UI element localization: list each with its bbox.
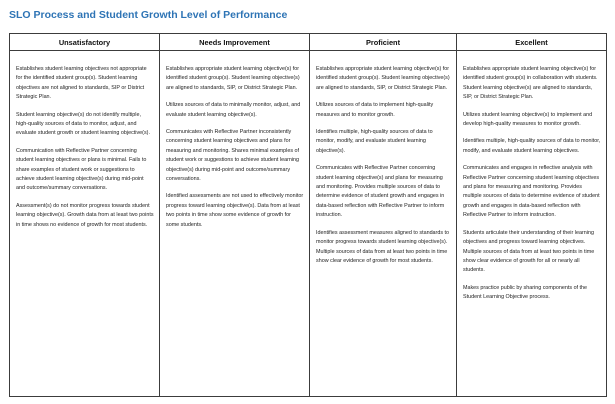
performance-rubric-table — [9, 33, 607, 397]
descriptor-paragraph: Utilizes student learning objective(s) to implement and develop high-quality measures to monitor growth. — [463, 111, 593, 128]
descriptor-paragraph: Communicates with Reflective Partner concerning student learning objective(s) and plans for measuring and monitoring. Provides multiple sources of data to determine evidence of student growth and engages in data-based reflection with Reflective Partner to inform instruction. — [316, 165, 445, 219]
column-header-excellent: Excellent — [457, 34, 607, 51]
column-header-needs-improvement: Needs Improvement — [160, 34, 310, 51]
descriptor-paragraph: Establishes appropriate student learning objective(s) for identified student group(s). Student learning objective(s) are aligned to standards, SIP, or District Strategic Plan. — [316, 66, 450, 91]
descriptor-paragraph: Identifies multiple, high-quality sources of data to monitor, modify, and evaluate student learning objective(s). — [316, 129, 433, 154]
descriptor-paragraph: Establishes appropriate student learning objective(s) for identified student group(s). Student learning objective(s) are aligned to standards, SIP, or District Strategic Plan. — [166, 66, 300, 91]
cell-excellent — [457, 51, 607, 397]
descriptor-paragraph: Communicates and engages in reflective analysis with Reflective Partner concerning student learning objectives and plans for measuring and monitoring. Provides multiple sources of data to determine evidence of student growth and engages in data-based reflection with Reflective Partner to inform instruction. — [463, 165, 600, 219]
cell-unsatisfactory — [10, 51, 160, 397]
descriptor-paragraph: Establishes appropriate student learning objective(s) for identified student group(s) in collaboration with students. Student learning objective(s) are aligned to standards, SIP, or District Strategic Plan. — [463, 66, 598, 101]
column-header-proficient: Proficient — [310, 34, 457, 51]
descriptor-paragraph: Students articulate their understanding of their learning objectives and progress toward learning objectives. Multiple sources of data from at least two points in time show clear evidence of growth for all or nearly all students. — [463, 229, 595, 274]
page-title: SLO Process and Student Growth Level of Performance — [9, 9, 288, 21]
cell-needs-improvement — [160, 51, 310, 397]
descriptor-paragraph: Identifies assessment measures aligned to standards to monitor progress towards student learning objective(s). Multiple sources of data from at least two points in time show clear evidence of growth for most students. — [316, 229, 450, 264]
cell-proficient — [310, 51, 457, 397]
descriptor-paragraph: Establishes student learning objectives not appropriate for the identified student group(s). Student learning objectives are not aligned to standards, SIP or District Strategic Plan. — [16, 66, 147, 101]
descriptor-paragraph: Identified assessments are not used to effectively monitor progress toward learning objective(s). Data from at least two points in time show some evidence of growth for some students. — [166, 193, 304, 228]
descriptor-paragraph: Student learning objective(s) do not identify multiple, high-quality sources of data to monitor, adjust, and evaluate student growth or student learning objective(s). — [16, 111, 150, 137]
descriptor-paragraph: Assessment(s) do not monitor progress towards student learning objective(s). Growth data from at least two points in time shows no evidence of growth for most students. — [16, 202, 154, 228]
descriptor-paragraph: Utilizes sources of data to minimally monitor, adjust, and evaluate student learning objective(s). — [166, 102, 301, 118]
descriptor-paragraph: Identifies multiple, high-quality sources of data to monitor, modify, and evaluate student learning objectives. — [463, 138, 601, 154]
descriptor-row — [10, 51, 607, 397]
header-row — [10, 34, 607, 51]
column-header-unsatisfactory: Unsatisfactory — [10, 34, 160, 51]
descriptor-paragraph: Makes practice public by sharing components of the Student Learning Objective process. — [463, 284, 588, 301]
descriptor-paragraph: Utilizes sources of data to implement high-quality measures and to monitor growth. — [316, 102, 434, 118]
descriptor-paragraph: Communication with Reflective Partner concerning student learning objectives or plans is minimal. Fails to share examples of student work or suggestions to achieve student learning objective(s) during mid-point and outcome/summary conversations. — [16, 147, 147, 192]
descriptor-paragraph: Communicates with Reflective Partner inconsistently concerning student learning objectives and plans for measuring and monitoring. Shares minimal examples of student work or suggestions to achieve student learning objective(s) during mid-point and outcome/summary conversations. — [166, 129, 300, 183]
